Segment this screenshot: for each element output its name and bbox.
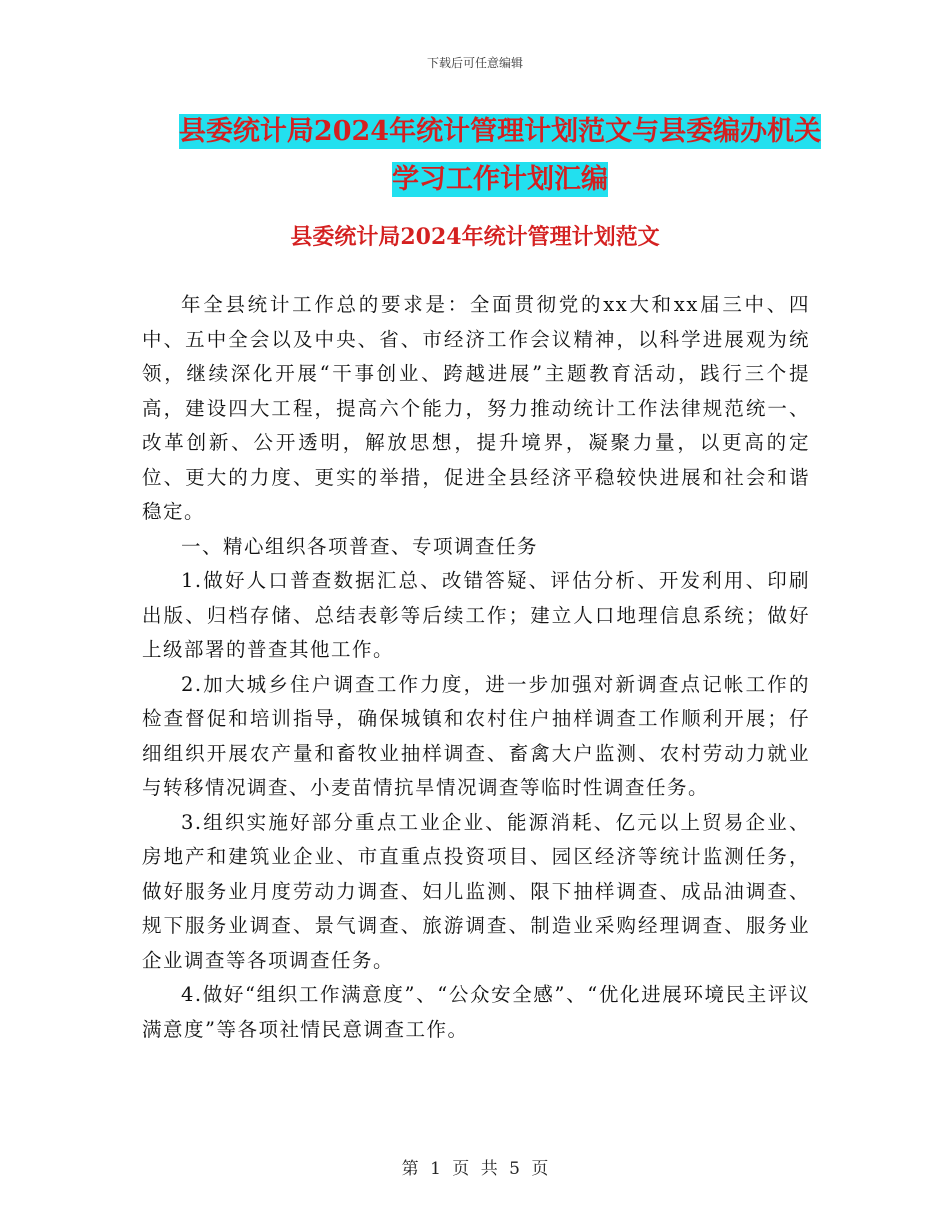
footer-total-word: 共 (480, 1159, 498, 1179)
page-footer (0, 1154, 950, 1179)
footer-current-page: 1 (430, 1159, 441, 1179)
paragraph-heading-1: 一、精心组织各项普查、专项调查任务 (181, 534, 539, 558)
document-body (142, 288, 810, 1047)
paragraph-intro: 年全县统计工作总的要求是：全面贯彻党的xx大和xx届三中、四中、五中全会以及中央、省、市经济工作会议精神，以科学进展观为统领，继续深化开展“干事创业、跨越进展”主题教育活动，践行三个提高，建设四大工程，提高六个能力，努力推动统计工作法律规范统一、改革创新、公开透明，解放思想，提升境界，凝聚力量，以更高的定位、更大的力度、更实的举措，促进全县经济平稳较快进展和社会和谐稳定。 (142, 293, 810, 523)
footer-total-pages: 5 (509, 1159, 520, 1179)
footer-prefix: 第 (401, 1159, 419, 1179)
title-line-1: 县委统计局2024年统计管理计划范文与县委编办机关 (178, 116, 822, 147)
header-note: 下载后可任意编辑 (426, 56, 523, 70)
paragraph-item-4: 4.做好“组织工作满意度”、“公众安全感”、“优化进展环境民主评议满意度”等各项社情民意调查工作。 (142, 983, 810, 1041)
document-title (130, 108, 870, 204)
footer-suffix: 页 (531, 1159, 549, 1179)
footer-page-word: 页 (452, 1159, 470, 1179)
paragraph-item-3: 3.组织实施好部分重点工业企业、能源消耗、亿元以上贸易企业、房地产和建筑业企业、市直重点投资项目、园区经济等统计监测任务，做好服务业月度劳动力调查、妇儿监测、限下抽样调查、成品油调查、规下服务业调查、景气调查、旅游调查、制造业采购经理调查、服务业企业调查等各项调查任务。 (142, 810, 810, 972)
paragraph-item-2: 2.加大城乡住户调查工作力度，进一步加强对新调查点记帐工作的检查督促和培训指导，确保城镇和农村住户抽样调查工作顺利开展；仔细组织开展农产量和畜牧业抽样调查、畜禽大户监测、农村劳动力就业与转移情况调查、小麦苗情抗旱情况调查等临时性调查任务。 (142, 672, 810, 799)
title-line-2: 学习工作计划汇编 (392, 164, 608, 195)
section-title: 县委统计局2024年统计管理计划范文 (290, 224, 660, 250)
paragraph-item-1: 1.做好人口普查数据汇总、改错答疑、评估分析、开发利用、印刷出版、归档存储、总结表彰等后续工作；建立人口地理信息系统；做好上级部署的普查其他工作。 (142, 569, 810, 661)
